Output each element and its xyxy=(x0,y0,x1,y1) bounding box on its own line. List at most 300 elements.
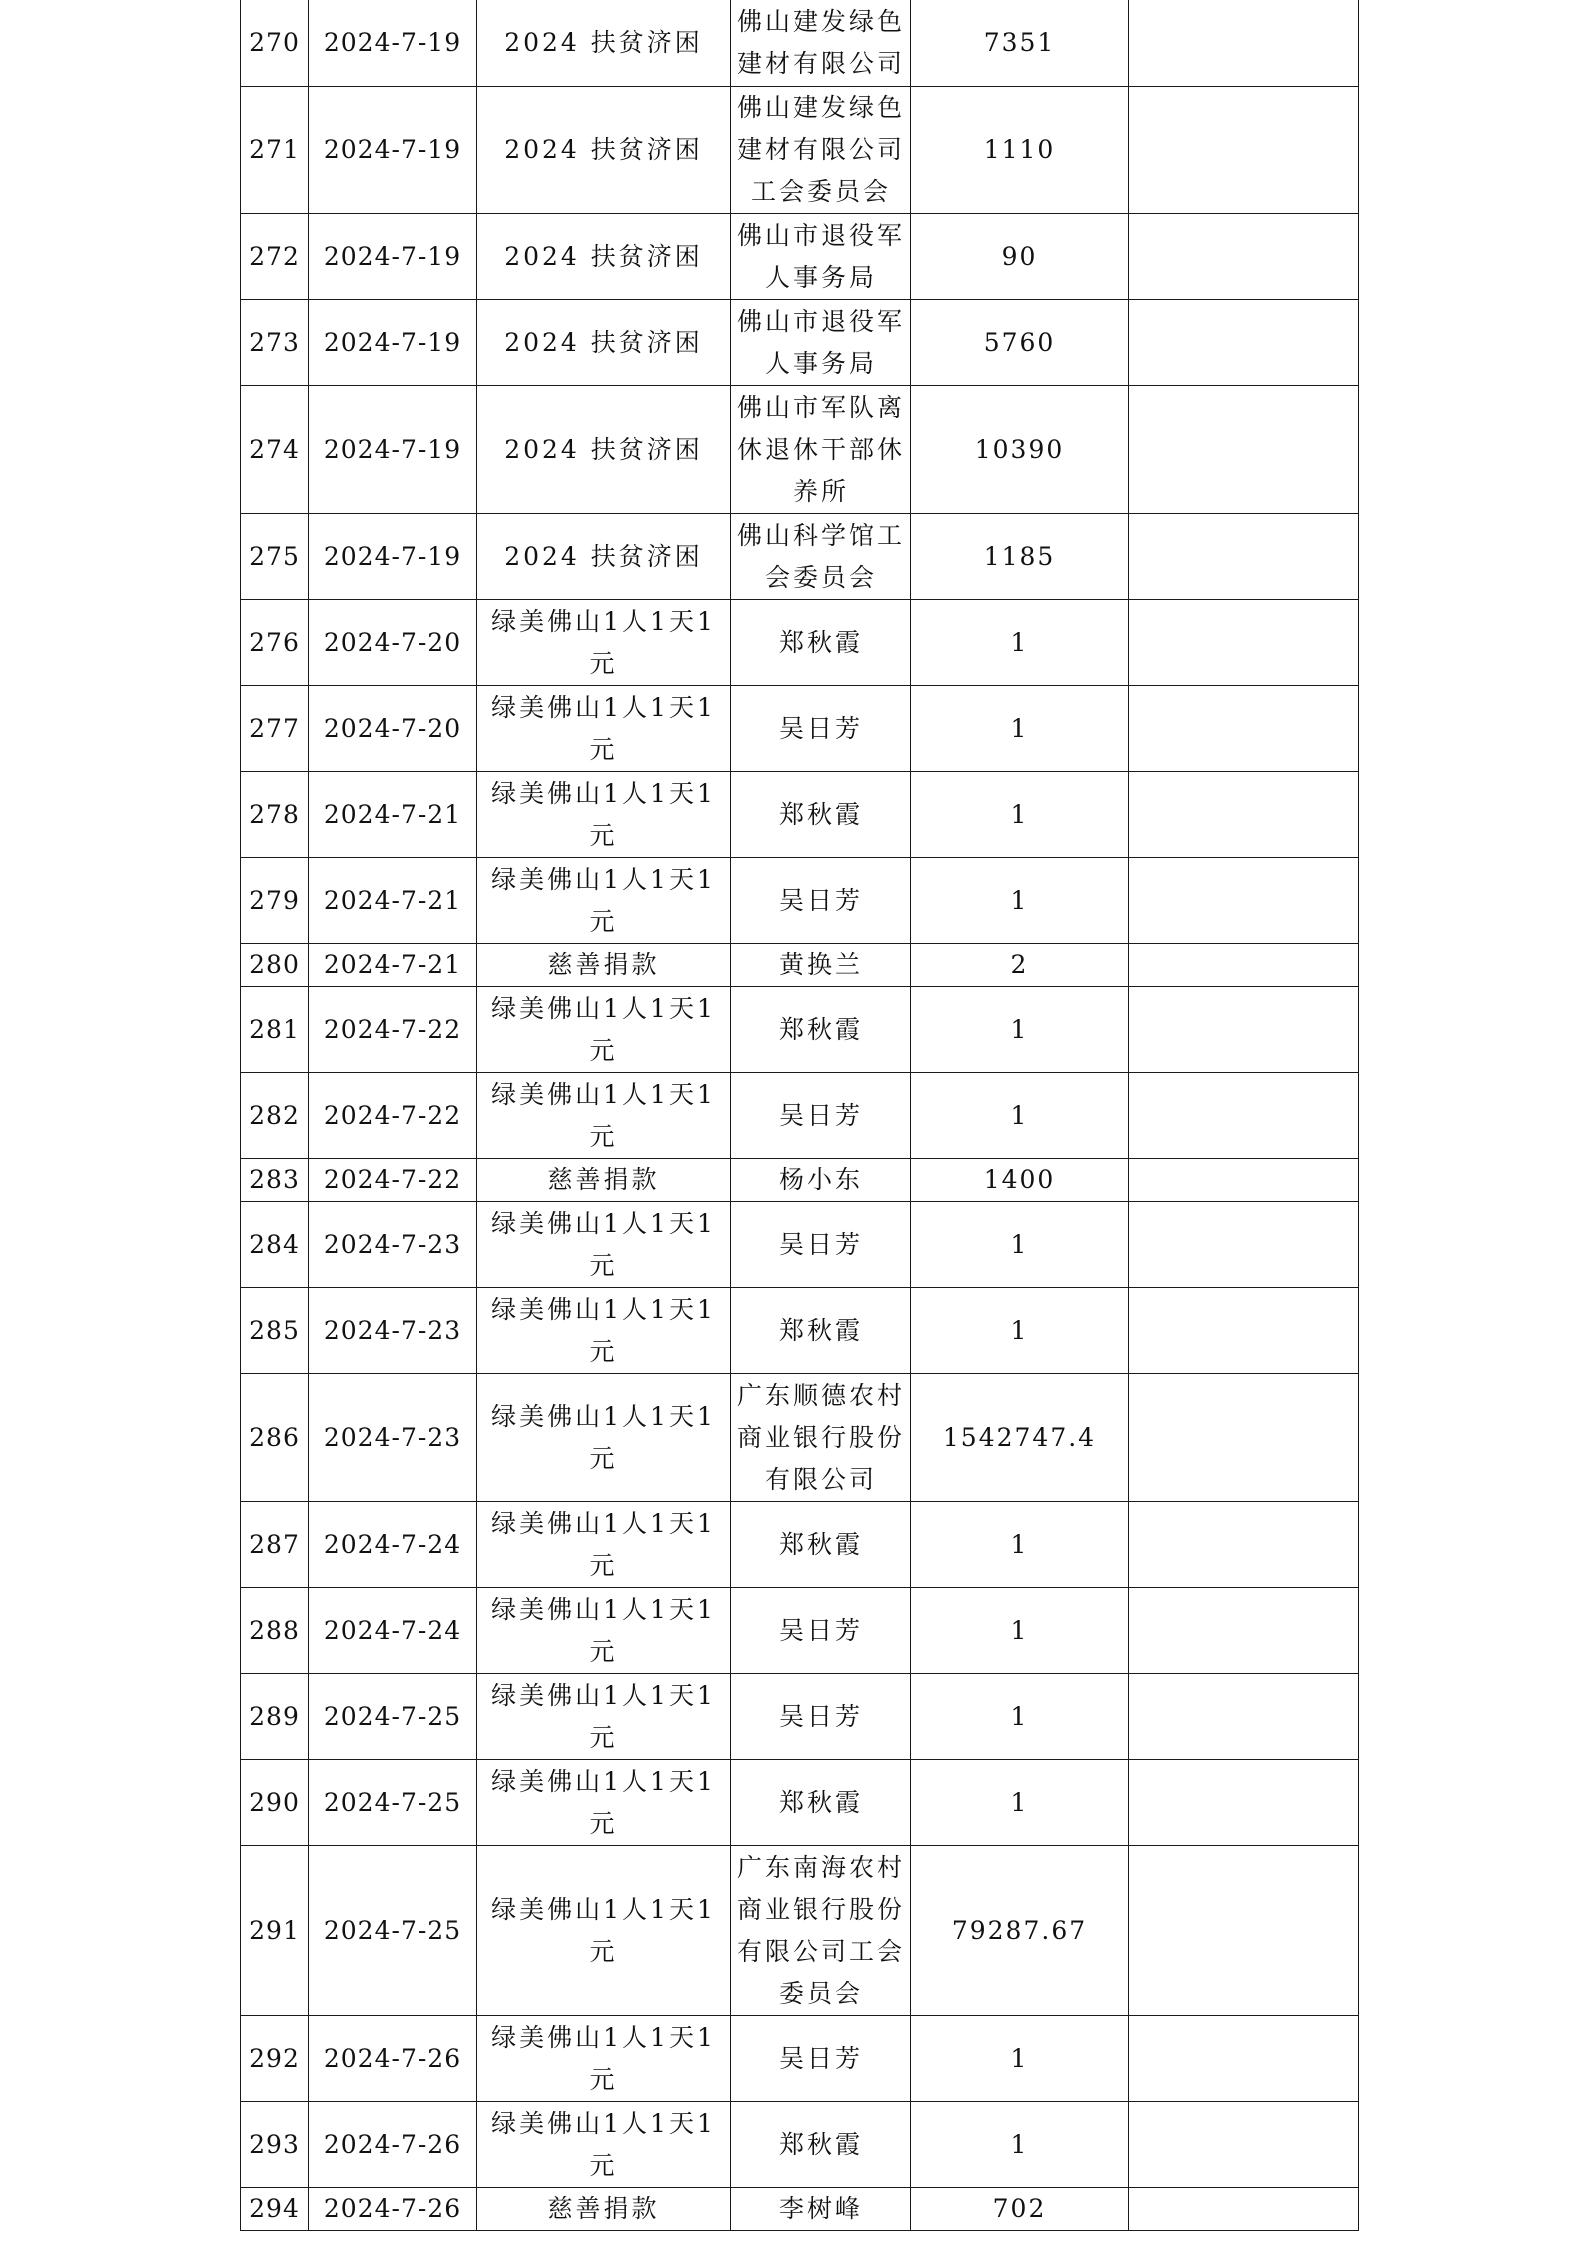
donor-name xyxy=(731,87,911,214)
donor-name xyxy=(731,2016,911,2102)
donation-date xyxy=(309,1588,477,1674)
donor-name xyxy=(731,1159,911,1202)
remark-cell xyxy=(1129,1202,1359,1288)
donation-date-text: 2024-7-24 xyxy=(323,1615,462,1645)
donor-name-text: 吴日芳 xyxy=(778,2043,863,2073)
donor-name-text: 吴日芳 xyxy=(778,713,863,743)
donation-project xyxy=(477,987,731,1073)
donation-project xyxy=(477,2188,731,2231)
table-row xyxy=(241,772,1359,858)
donor-name xyxy=(731,1374,911,1502)
remark-cell xyxy=(1129,1374,1359,1502)
row-number xyxy=(241,1588,309,1674)
donor-name xyxy=(731,300,911,386)
donation-date-text: 2024-7-19 xyxy=(323,327,462,357)
donor-name xyxy=(731,944,911,987)
donation-project xyxy=(477,87,731,214)
donation-project xyxy=(477,514,731,600)
donation-project-text: 绿美佛山1人1天1元 xyxy=(491,778,716,850)
donation-date-text: 2024-7-19 xyxy=(323,27,462,57)
donation-project-text: 2024 扶贫济困 xyxy=(504,434,703,464)
donor-name xyxy=(731,214,911,300)
donation-amount-text: 1 xyxy=(1010,2129,1029,2159)
donation-project xyxy=(477,1374,731,1502)
donation-amount-text: 1 xyxy=(1010,1615,1029,1645)
row-number-text: 291 xyxy=(249,1915,300,1945)
donation-amount xyxy=(911,2188,1129,2231)
donation-project-text: 绿美佛山1人1天1元 xyxy=(491,1208,716,1280)
donation-date-text: 2024-7-21 xyxy=(323,885,462,915)
donor-name xyxy=(731,0,911,87)
donor-name-text: 郑秋霞 xyxy=(778,1787,863,1817)
donation-amount-text: 1 xyxy=(1010,1701,1029,1731)
row-number-text: 271 xyxy=(249,135,300,164)
donation-project xyxy=(477,0,731,87)
row-number-text: 286 xyxy=(249,1422,300,1452)
donor-name xyxy=(731,1502,911,1588)
donation-date xyxy=(309,1073,477,1159)
donation-amount xyxy=(911,1846,1129,2016)
donor-name xyxy=(731,1073,911,1159)
donation-project-text: 绿美佛山1人1天1元 xyxy=(491,1680,716,1752)
donation-project-text: 绿美佛山1人1天1元 xyxy=(491,1894,716,1966)
donor-name-text: 郑秋霞 xyxy=(778,1315,863,1345)
donation-amount-text: 5760 xyxy=(983,327,1056,357)
donation-project xyxy=(477,2102,731,2188)
donation-project-text: 慈善捐款 xyxy=(547,2194,660,2223)
donation-amount-text: 90 xyxy=(1001,241,1038,271)
donation-amount xyxy=(911,1760,1129,1846)
donation-date-text: 2024-7-19 xyxy=(323,135,462,164)
donation-amount-text: 1 xyxy=(1010,1315,1029,1345)
donation-date-text: 2024-7-24 xyxy=(323,1529,462,1559)
donation-amount-text: 7351 xyxy=(983,27,1056,57)
remark-cell xyxy=(1129,772,1359,858)
donation-amount xyxy=(911,858,1129,944)
donation-project xyxy=(477,1159,731,1202)
table-row xyxy=(241,514,1359,600)
donation-amount-text: 702 xyxy=(992,2194,1047,2223)
table-row xyxy=(241,2016,1359,2102)
donation-date xyxy=(309,386,477,514)
donor-name-text: 李树峰 xyxy=(778,2194,863,2223)
donation-amount-text: 1 xyxy=(1010,1100,1029,1130)
donor-name xyxy=(731,1760,911,1846)
row-number-text: 283 xyxy=(249,1165,300,1194)
remark-cell xyxy=(1129,600,1359,686)
donation-project-text: 2024 扶贫济困 xyxy=(504,241,703,271)
donation-project-text: 绿美佛山1人1天1元 xyxy=(491,2108,716,2180)
donation-amount-text: 1185 xyxy=(983,541,1056,571)
donation-ledger-table xyxy=(240,0,1359,2231)
donation-amount-text: 2 xyxy=(1010,950,1029,979)
donation-date-text: 2024-7-23 xyxy=(323,1229,462,1259)
donation-date-text: 2024-7-23 xyxy=(323,1315,462,1345)
remark-cell xyxy=(1129,1288,1359,1374)
donation-date xyxy=(309,1760,477,1846)
donation-amount xyxy=(911,214,1129,300)
row-number-text: 285 xyxy=(249,1315,300,1345)
donation-date xyxy=(309,600,477,686)
row-number xyxy=(241,1846,309,2016)
row-number xyxy=(241,0,309,87)
donation-amount xyxy=(911,686,1129,772)
row-number xyxy=(241,772,309,858)
row-number-text: 276 xyxy=(249,627,300,657)
remark-cell xyxy=(1129,1073,1359,1159)
donation-amount xyxy=(911,0,1129,87)
donation-date xyxy=(309,2188,477,2231)
donor-name-text: 佛山市退役军人事务局 xyxy=(736,306,905,378)
donor-name-text: 郑秋霞 xyxy=(778,2129,863,2159)
donor-name-text: 郑秋霞 xyxy=(778,1014,863,1044)
remark-cell xyxy=(1129,1588,1359,1674)
row-number xyxy=(241,514,309,600)
donation-date-text: 2024-7-23 xyxy=(323,1422,462,1452)
donor-name xyxy=(731,600,911,686)
donor-name xyxy=(731,987,911,1073)
donor-name-text: 广东顺德农村商业银行股份有限公司 xyxy=(736,1380,905,1494)
donation-amount-text: 1400 xyxy=(983,1165,1056,1194)
donation-amount xyxy=(911,2102,1129,2188)
donation-amount-text: 1110 xyxy=(983,135,1056,164)
donation-amount-text: 1 xyxy=(1010,1014,1029,1044)
donation-date xyxy=(309,514,477,600)
row-number xyxy=(241,1374,309,1502)
table-row xyxy=(241,858,1359,944)
donation-project xyxy=(477,386,731,514)
donation-project-text: 慈善捐款 xyxy=(547,950,660,979)
donation-date xyxy=(309,1502,477,1588)
row-number xyxy=(241,1073,309,1159)
donation-amount-text: 1 xyxy=(1010,2043,1029,2073)
donation-date xyxy=(309,300,477,386)
donation-date-text: 2024-7-22 xyxy=(323,1165,462,1194)
remark-cell xyxy=(1129,2016,1359,2102)
table-row xyxy=(241,2188,1359,2231)
donor-name xyxy=(731,1288,911,1374)
donation-project xyxy=(477,858,731,944)
table-row xyxy=(241,686,1359,772)
donation-amount-text: 1 xyxy=(1010,1787,1029,1817)
donation-project-text: 慈善捐款 xyxy=(547,1165,660,1194)
donor-name xyxy=(731,386,911,514)
donor-name-text: 佛山科学馆工会委员会 xyxy=(736,520,905,592)
donor-name xyxy=(731,2188,911,2231)
donation-date-text: 2024-7-26 xyxy=(323,2129,462,2159)
remark-cell xyxy=(1129,686,1359,772)
row-number xyxy=(241,686,309,772)
donation-date xyxy=(309,987,477,1073)
remark-cell xyxy=(1129,1159,1359,1202)
table-row xyxy=(241,1502,1359,1588)
donation-amount xyxy=(911,300,1129,386)
remark-cell xyxy=(1129,214,1359,300)
donation-amount-text: 1 xyxy=(1010,1229,1029,1259)
row-number xyxy=(241,944,309,987)
donation-amount xyxy=(911,1588,1129,1674)
row-number-text: 280 xyxy=(249,950,300,979)
donation-project xyxy=(477,1502,731,1588)
donation-date xyxy=(309,1846,477,2016)
table-row xyxy=(241,1588,1359,1674)
row-number-text: 273 xyxy=(249,327,300,357)
row-number xyxy=(241,300,309,386)
donation-date-text: 2024-7-21 xyxy=(323,799,462,829)
ledger-body xyxy=(241,0,1359,2231)
remark-cell xyxy=(1129,987,1359,1073)
donation-amount-text: 1 xyxy=(1010,1529,1029,1559)
remark-cell xyxy=(1129,1502,1359,1588)
donation-project-text: 绿美佛山1人1天1元 xyxy=(491,1594,716,1666)
table-row xyxy=(241,300,1359,386)
donation-project-text: 2024 扶贫济困 xyxy=(504,327,703,357)
table-row xyxy=(241,2102,1359,2188)
donation-project-text: 2024 扶贫济困 xyxy=(504,135,703,164)
donor-name xyxy=(731,772,911,858)
row-number-text: 293 xyxy=(249,2129,300,2159)
donation-date xyxy=(309,1374,477,1502)
row-number xyxy=(241,386,309,514)
row-number-text: 290 xyxy=(249,1787,300,1817)
row-number-text: 278 xyxy=(249,799,300,829)
row-number xyxy=(241,1502,309,1588)
row-number-text: 279 xyxy=(249,885,300,915)
donor-name-text: 吴日芳 xyxy=(778,1229,863,1259)
donation-project-text: 绿美佛山1人1天1元 xyxy=(491,2022,716,2094)
donor-name-text: 郑秋霞 xyxy=(778,1529,863,1559)
donation-amount xyxy=(911,386,1129,514)
row-number-text: 289 xyxy=(249,1701,300,1731)
donation-project-text: 绿美佛山1人1天1元 xyxy=(491,606,716,678)
table-row xyxy=(241,1846,1359,2016)
donation-amount xyxy=(911,600,1129,686)
donation-project xyxy=(477,1760,731,1846)
donation-date xyxy=(309,2102,477,2188)
donation-project xyxy=(477,1288,731,1374)
remark-cell xyxy=(1129,1760,1359,1846)
donation-project xyxy=(477,300,731,386)
remark-cell xyxy=(1129,386,1359,514)
donation-amount xyxy=(911,1288,1129,1374)
donor-name-text: 黄换兰 xyxy=(778,950,863,979)
donation-date xyxy=(309,944,477,987)
row-number-text: 287 xyxy=(249,1529,300,1559)
donation-date-text: 2024-7-25 xyxy=(323,1701,462,1731)
donation-amount-text: 1 xyxy=(1010,713,1029,743)
donor-name-text: 佛山市军队离休退休干部休养所 xyxy=(736,392,905,506)
donor-name xyxy=(731,686,911,772)
donation-project-text: 绿美佛山1人1天1元 xyxy=(491,692,716,764)
donation-date xyxy=(309,858,477,944)
donation-amount-text: 1542747.4 xyxy=(942,1422,1097,1452)
row-number xyxy=(241,2102,309,2188)
donation-date xyxy=(309,1202,477,1288)
donor-name-text: 杨小东 xyxy=(778,1165,863,1194)
donation-date-text: 2024-7-19 xyxy=(323,541,462,571)
donation-amount xyxy=(911,1073,1129,1159)
donation-date xyxy=(309,1159,477,1202)
donation-date-text: 2024-7-26 xyxy=(323,2194,462,2223)
table-row xyxy=(241,1159,1359,1202)
donation-date-text: 2024-7-21 xyxy=(323,950,462,979)
donor-name-text: 吴日芳 xyxy=(778,1100,863,1130)
donation-amount xyxy=(911,87,1129,214)
donor-name-text: 佛山建发绿色建材有限公司 xyxy=(736,6,905,78)
row-number xyxy=(241,2188,309,2231)
table-row xyxy=(241,987,1359,1073)
donor-name xyxy=(731,1588,911,1674)
donation-project xyxy=(477,2016,731,2102)
donation-date xyxy=(309,686,477,772)
row-number-text: 281 xyxy=(249,1014,300,1044)
donation-date xyxy=(309,87,477,214)
donor-name-text: 郑秋霞 xyxy=(778,799,863,829)
donation-project-text: 绿美佛山1人1天1元 xyxy=(491,1508,716,1580)
donation-project-text: 绿美佛山1人1天1元 xyxy=(491,1766,716,1838)
donation-project xyxy=(477,1846,731,2016)
remark-cell xyxy=(1129,0,1359,87)
donation-project xyxy=(477,1588,731,1674)
donor-name xyxy=(731,2102,911,2188)
row-number-text: 294 xyxy=(249,2194,300,2223)
row-number-text: 282 xyxy=(249,1100,300,1130)
donation-project xyxy=(477,214,731,300)
donation-amount-text: 1 xyxy=(1010,627,1029,657)
donation-amount xyxy=(911,1374,1129,1502)
row-number-text: 277 xyxy=(249,713,300,743)
donation-date-text: 2024-7-25 xyxy=(323,1787,462,1817)
donation-date xyxy=(309,772,477,858)
donation-amount xyxy=(911,987,1129,1073)
donation-amount xyxy=(911,1674,1129,1760)
donation-date-text: 2024-7-19 xyxy=(323,434,462,464)
donation-project-text: 绿美佛山1人1天1元 xyxy=(491,1079,716,1151)
donation-project-text: 绿美佛山1人1天1元 xyxy=(491,1401,716,1473)
donor-name-text: 郑秋霞 xyxy=(778,627,863,657)
donation-amount xyxy=(911,1159,1129,1202)
remark-cell xyxy=(1129,2188,1359,2231)
remark-cell xyxy=(1129,1674,1359,1760)
donation-project-text: 2024 扶贫济困 xyxy=(504,27,703,57)
donor-name xyxy=(731,514,911,600)
donation-date-text: 2024-7-26 xyxy=(323,2043,462,2073)
donor-name-text: 吴日芳 xyxy=(778,1615,863,1645)
table-row xyxy=(241,0,1359,87)
donation-date-text: 2024-7-20 xyxy=(323,713,462,743)
row-number-text: 275 xyxy=(249,541,300,571)
remark-cell xyxy=(1129,944,1359,987)
donor-name-text: 广东南海农村商业银行股份有限公司工会委员会 xyxy=(736,1852,905,2008)
donation-amount xyxy=(911,514,1129,600)
donor-name xyxy=(731,858,911,944)
remark-cell xyxy=(1129,87,1359,214)
donation-project xyxy=(477,772,731,858)
row-number xyxy=(241,1202,309,1288)
row-number xyxy=(241,2016,309,2102)
row-number-text: 272 xyxy=(249,241,300,271)
row-number xyxy=(241,214,309,300)
table-row xyxy=(241,1288,1359,1374)
donor-name-text: 佛山建发绿色建材有限公司工会委员会 xyxy=(736,93,905,206)
table-row xyxy=(241,1674,1359,1760)
donation-project-text: 2024 扶贫济困 xyxy=(504,541,703,571)
remark-cell xyxy=(1129,514,1359,600)
donation-amount xyxy=(911,772,1129,858)
donation-amount xyxy=(911,1202,1129,1288)
donation-amount-text: 1 xyxy=(1010,799,1029,829)
donation-date xyxy=(309,214,477,300)
table-row xyxy=(241,1073,1359,1159)
row-number-text: 292 xyxy=(249,2043,300,2073)
donor-name xyxy=(731,1846,911,2016)
remark-cell xyxy=(1129,2102,1359,2188)
donation-date-text: 2024-7-20 xyxy=(323,627,462,657)
row-number-text: 288 xyxy=(249,1615,300,1645)
donor-name-text: 吴日芳 xyxy=(778,1701,863,1731)
donation-project xyxy=(477,600,731,686)
table-row xyxy=(241,1374,1359,1502)
table-row xyxy=(241,600,1359,686)
remark-cell xyxy=(1129,1846,1359,2016)
row-number-text: 270 xyxy=(249,27,300,57)
row-number xyxy=(241,600,309,686)
table-row xyxy=(241,386,1359,514)
donation-date xyxy=(309,0,477,87)
donation-project-text: 绿美佛山1人1天1元 xyxy=(491,864,716,936)
donation-amount-text: 10390 xyxy=(974,434,1065,464)
row-number-text: 284 xyxy=(249,1229,300,1259)
donor-name-text: 佛山市退役军人事务局 xyxy=(736,220,905,292)
donation-date xyxy=(309,1674,477,1760)
donation-project xyxy=(477,1202,731,1288)
donation-date xyxy=(309,1288,477,1374)
donation-amount xyxy=(911,1502,1129,1588)
table-row xyxy=(241,1202,1359,1288)
donation-date-text: 2024-7-19 xyxy=(323,241,462,271)
remark-cell xyxy=(1129,858,1359,944)
donation-date-text: 2024-7-25 xyxy=(323,1915,462,1945)
table-row xyxy=(241,944,1359,987)
row-number xyxy=(241,87,309,214)
donation-amount-text: 1 xyxy=(1010,885,1029,915)
table-row xyxy=(241,214,1359,300)
donation-amount-text: 79287.67 xyxy=(951,1915,1088,1945)
donation-date xyxy=(309,2016,477,2102)
row-number xyxy=(241,1674,309,1760)
table-row xyxy=(241,87,1359,214)
donation-project-text: 绿美佛山1人1天1元 xyxy=(491,993,716,1065)
donation-amount xyxy=(911,944,1129,987)
row-number xyxy=(241,858,309,944)
donation-project xyxy=(477,686,731,772)
row-number xyxy=(241,1760,309,1846)
remark-cell xyxy=(1129,300,1359,386)
donor-name xyxy=(731,1202,911,1288)
table-row xyxy=(241,1760,1359,1846)
row-number-text: 274 xyxy=(249,434,300,464)
donation-date-text: 2024-7-22 xyxy=(323,1100,462,1130)
row-number xyxy=(241,987,309,1073)
donation-project xyxy=(477,1073,731,1159)
row-number xyxy=(241,1159,309,1202)
donation-project-text: 绿美佛山1人1天1元 xyxy=(491,1294,716,1366)
donation-project xyxy=(477,944,731,987)
row-number xyxy=(241,1288,309,1374)
donor-name xyxy=(731,1674,911,1760)
donor-name-text: 吴日芳 xyxy=(778,885,863,915)
donation-date-text: 2024-7-22 xyxy=(323,1014,462,1044)
